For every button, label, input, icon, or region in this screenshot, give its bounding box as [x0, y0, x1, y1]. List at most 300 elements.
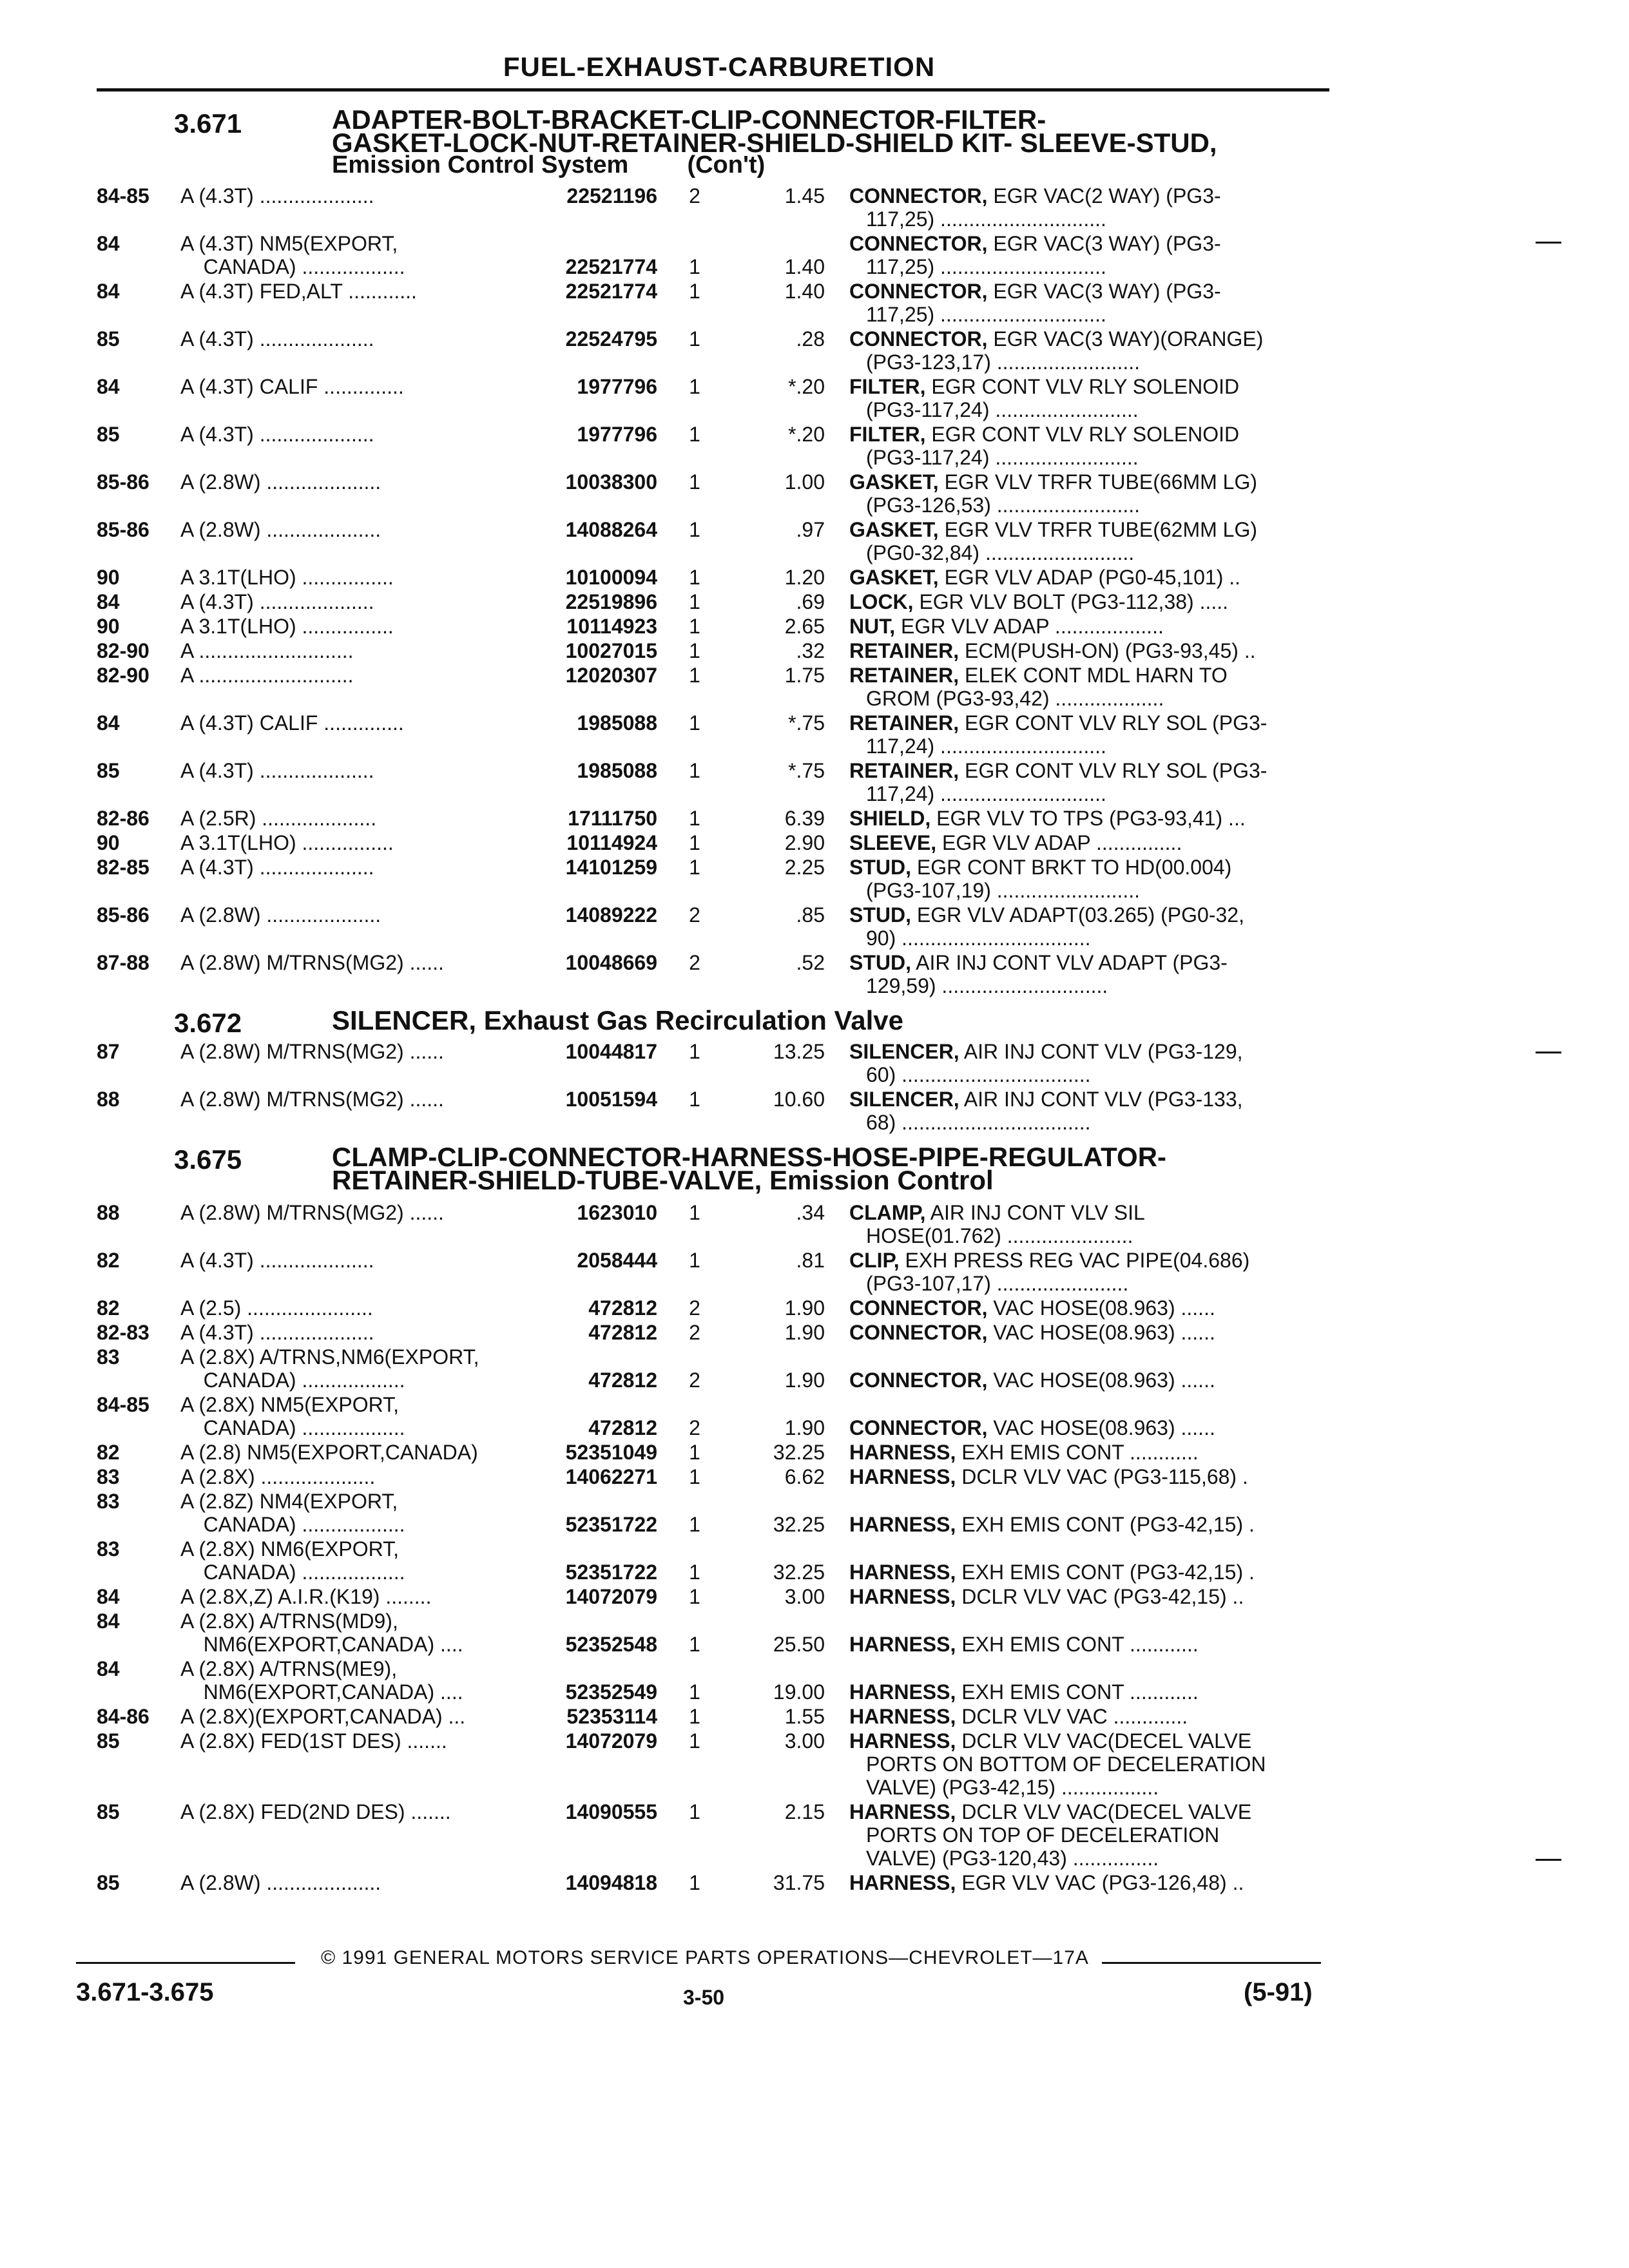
- application-desc-line: A (2.8W) ....................: [180, 1871, 381, 1894]
- part-name: RETAINER,: [849, 664, 959, 687]
- price: 32.25: [773, 1441, 825, 1464]
- part-detail-line: EGR VLV BOLT (PG3-112,38) .....: [919, 590, 1229, 613]
- part-detail-line: EGR VLV TO TPS (PG3-93,41) ...: [936, 807, 1246, 830]
- part-detail-line: 117,24) .............................: [866, 735, 1106, 758]
- quantity: 1: [689, 1585, 700, 1608]
- application-desc: [180, 518, 381, 541]
- part-number: 22521774: [565, 255, 657, 278]
- price: 31.75: [773, 1871, 825, 1894]
- part-description: [849, 1321, 1215, 1344]
- part-description: [849, 615, 1164, 638]
- part-description: [849, 856, 1231, 902]
- footer-page-number: 3-50: [683, 1986, 725, 2009]
- model-years: 83: [97, 1345, 120, 1369]
- part-description: [849, 1705, 1188, 1728]
- application-desc-line: A (2.8X) A/TRNS(MD9),: [180, 1610, 398, 1633]
- part-number: 1977796: [577, 423, 657, 446]
- part-name: GASKET,: [849, 518, 939, 541]
- quantity: 1: [689, 1705, 700, 1728]
- price: .28: [796, 327, 825, 351]
- part-number: 10027015: [565, 639, 657, 662]
- part-description: [849, 831, 1182, 854]
- part-name: HARNESS,: [849, 1465, 956, 1488]
- application-desc: [180, 1705, 465, 1728]
- application-desc: [180, 807, 376, 830]
- part-detail-line: 117,25) .............................: [866, 303, 1106, 326]
- part-detail-line: ELEK CONT MDL HARN TO: [964, 664, 1228, 687]
- part-detail-line: EGR VLV ADAPT(03.265) (PG0-32,: [916, 903, 1244, 927]
- price: 1.40: [784, 280, 825, 303]
- quantity: 1: [689, 1871, 700, 1894]
- application-desc-line: A (2.8X) FED(2ND DES) .......: [180, 1800, 451, 1823]
- quantity: 2: [689, 1416, 700, 1439]
- quantity: 1: [689, 1201, 700, 1224]
- quantity: 2: [689, 951, 700, 974]
- margin-mark: [1536, 1052, 1561, 1053]
- footer-revision: (5-91): [1244, 1978, 1313, 2006]
- part-name: CONNECTOR,: [849, 280, 988, 303]
- part-description: [849, 590, 1228, 613]
- quantity: 2: [689, 1369, 700, 1392]
- part-description: [849, 423, 1239, 469]
- part-name: RETAINER,: [849, 711, 959, 735]
- part-name: RETAINER,: [849, 639, 959, 662]
- quantity: 1: [689, 1513, 700, 1536]
- price: .97: [796, 518, 825, 541]
- part-description: [849, 1465, 1248, 1488]
- part-detail-line: AIR INJ CONT VLV ADAPT (PG3-: [916, 951, 1228, 974]
- application-desc-line: A (4.3T) CALIF ..............: [180, 711, 404, 735]
- part-number: 10051594: [565, 1088, 657, 1111]
- price: 1.75: [784, 664, 825, 687]
- part-name: CONNECTOR,: [849, 1296, 988, 1320]
- part-number: 14088264: [565, 518, 657, 541]
- application-desc-line: A (2.8Z) NM4(EXPORT,: [180, 1490, 398, 1513]
- part-description: [849, 566, 1240, 589]
- part-number: 52351722: [565, 1561, 657, 1584]
- quantity: 1: [689, 327, 700, 351]
- quantity: 1: [689, 1800, 700, 1823]
- part-name: HARNESS,: [849, 1561, 956, 1584]
- application-desc: [180, 590, 374, 613]
- part-name: HARNESS,: [849, 1441, 956, 1464]
- quantity: 2: [689, 184, 700, 207]
- part-description: [849, 1441, 1199, 1464]
- model-years: 82-85: [97, 856, 149, 879]
- quantity: 1: [689, 280, 700, 303]
- model-years: 84: [97, 280, 120, 303]
- part-description: [849, 1729, 1266, 1799]
- part-detail-line: EGR VAC(3 WAY) (PG3-: [993, 232, 1221, 255]
- quantity: 1: [689, 1729, 700, 1753]
- application-desc: [180, 759, 374, 782]
- application-desc-line: NM6(EXPORT,CANADA) ....: [180, 1680, 463, 1704]
- price: 1.55: [784, 1705, 825, 1728]
- application-desc-line: A (2.8W) M/TRNS(MG2) ......: [180, 951, 444, 974]
- part-name: CONNECTOR,: [849, 232, 988, 255]
- part-detail-line: DCLR VLV VAC (PG3-115,68) .: [961, 1465, 1248, 1488]
- part-detail-line: EGR CONT VLV RLY SOLENOID: [931, 423, 1240, 446]
- part-detail-line: VAC HOSE(08.963) ......: [993, 1296, 1215, 1320]
- price: .52: [796, 951, 825, 974]
- application-desc-line: A (2.8X)(EXPORT,CANADA) ...: [180, 1705, 466, 1728]
- part-description: [849, 711, 1267, 758]
- application-desc: [180, 375, 404, 398]
- price: .32: [796, 639, 825, 662]
- model-years: 85: [97, 423, 120, 446]
- part-detail-line: EGR VLV ADAP ...............: [942, 831, 1182, 854]
- application-desc-line: A (4.3T) ....................: [180, 423, 374, 446]
- part-description: [849, 518, 1257, 564]
- model-years: 85: [97, 1729, 120, 1753]
- model-years: 82-86: [97, 807, 149, 830]
- price: *.75: [788, 711, 825, 735]
- part-detail-line: VAC HOSE(08.963) ......: [993, 1416, 1215, 1439]
- quantity: 1: [689, 590, 700, 613]
- part-name: CONNECTOR,: [849, 1321, 988, 1344]
- part-number: 52352548: [565, 1633, 657, 1656]
- quantity: 2: [689, 903, 700, 927]
- application-desc: [180, 1490, 405, 1536]
- application-desc-line: A (4.3T) ....................: [180, 759, 374, 782]
- model-years: 82: [97, 1296, 120, 1320]
- model-years: 88: [97, 1088, 120, 1111]
- model-years: 87: [97, 1040, 120, 1063]
- price: .69: [796, 590, 825, 613]
- part-name: HARNESS,: [849, 1871, 956, 1894]
- part-name: SILENCER,: [849, 1040, 959, 1063]
- application-desc-line: A (2.8W) M/TRNS(MG2) ......: [180, 1040, 444, 1063]
- part-name: HARNESS,: [849, 1680, 956, 1704]
- application-desc: [180, 1321, 374, 1344]
- application-desc: [180, 1537, 405, 1584]
- part-number: 52353114: [566, 1705, 657, 1728]
- part-detail-line: EGR VLV ADAP (PG0-45,101) ..: [944, 566, 1241, 589]
- model-years: 82-83: [97, 1321, 149, 1344]
- application-desc-line: A 3.1T(LHO) ................: [180, 615, 394, 638]
- quantity: 1: [689, 255, 700, 278]
- footer-rule: [76, 1962, 295, 1964]
- part-name: RETAINER,: [849, 759, 959, 782]
- quantity: 1: [689, 423, 700, 446]
- part-description: [849, 1513, 1255, 1536]
- section-title-line: GASKET-LOCK-NUT-RETAINER-SHIELD-SHIELD KIT- SLEEVE-STUD,: [332, 128, 1217, 158]
- footer-copyright: © 1991 GENERAL MOTORS SERVICE PARTS OPERATIONS—CHEVROLET—17A: [321, 1947, 1089, 1968]
- application-desc: [180, 1800, 451, 1823]
- application-desc: [180, 1465, 375, 1488]
- part-description: [849, 759, 1267, 805]
- application-desc: [180, 1088, 444, 1111]
- price: 13.25: [773, 1040, 825, 1063]
- part-description: [849, 184, 1221, 231]
- quantity: 1: [689, 470, 700, 494]
- model-years: 84-86: [97, 1705, 149, 1728]
- part-description: [849, 232, 1221, 278]
- price: *.20: [788, 423, 825, 446]
- part-detail-line: EGR VLV TRFR TUBE(66MM LG): [944, 470, 1257, 494]
- model-years: 88: [97, 1201, 120, 1224]
- part-number: 1985088: [577, 711, 657, 735]
- application-desc-line: A (4.3T) CALIF ..............: [180, 375, 404, 398]
- section-title-line: ADAPTER-BOLT-BRACKET-CLIP-CONNECTOR-FILTER-: [332, 104, 1046, 135]
- application-desc-line: A (2.8W) ....................: [180, 470, 381, 494]
- part-name: SILENCER,: [849, 1088, 959, 1111]
- price: .85: [796, 903, 825, 927]
- application-desc-line: A (2.8X) ....................: [180, 1465, 376, 1488]
- part-detail-line: DCLR VLV VAC (PG3-42,15) ..: [961, 1585, 1244, 1608]
- part-detail-line: EXH EMIS CONT ............: [961, 1441, 1199, 1464]
- part-detail-line: EGR VAC(2 WAY) (PG3-: [993, 184, 1221, 207]
- part-detail-line: EXH EMIS CONT ............: [961, 1680, 1199, 1704]
- part-number: 52351049: [565, 1441, 657, 1464]
- part-number: 14072079: [565, 1585, 657, 1608]
- application-desc: [180, 1871, 381, 1894]
- part-name: FILTER,: [849, 375, 926, 398]
- application-desc-line: A (2.5R) ....................: [180, 807, 377, 830]
- part-name: STUD,: [849, 903, 911, 927]
- quantity: 2: [689, 1296, 700, 1320]
- part-description: [849, 327, 1263, 374]
- footer-section-range: 3.671-3.675: [76, 1978, 214, 2006]
- part-detail-line: AIR INJ CONT VLV SIL: [930, 1201, 1145, 1224]
- model-years: 84: [97, 1610, 120, 1633]
- price: 1.00: [784, 470, 825, 494]
- price: 2.90: [784, 831, 825, 854]
- application-desc-line: A 3.1T(LHO) ................: [180, 566, 394, 589]
- price: 6.39: [784, 807, 825, 830]
- part-number: 22521774: [565, 280, 657, 303]
- application-desc-line: NM6(EXPORT,CANADA) ....: [180, 1633, 463, 1656]
- section-subtitle-suffix: (Con't): [687, 151, 766, 178]
- application-desc-line: A (4.3T) ....................: [180, 327, 374, 351]
- part-detail-line: EGR VAC(3 WAY)(ORANGE): [993, 327, 1264, 351]
- part-name: LOCK,: [849, 590, 914, 613]
- application-desc-line: A (2.8X) FED(1ST DES) .......: [180, 1729, 447, 1753]
- part-number: 14089222: [565, 903, 657, 927]
- quantity: 1: [689, 566, 700, 589]
- part-number: 52352549: [565, 1680, 657, 1704]
- application-desc-line: A (2.8X,Z) A.I.R.(K19) ........: [180, 1585, 432, 1608]
- application-desc: [180, 1441, 478, 1464]
- part-number: 1977796: [577, 375, 657, 398]
- part-detail-line: (PG0-32,84) ..........................: [866, 541, 1135, 564]
- margin-mark: [1536, 242, 1561, 244]
- part-detail-line: 129,59) .............................: [866, 974, 1108, 997]
- part-name: GASKET,: [849, 470, 939, 494]
- model-years: 83: [97, 1537, 120, 1561]
- part-detail-line: EGR VLV VAC (PG3-126,48) ..: [961, 1871, 1244, 1894]
- part-detail-line: (PG3-107,17) .......................: [866, 1272, 1129, 1295]
- application-desc: [180, 232, 405, 278]
- application-desc: [180, 1729, 447, 1753]
- application-desc-line: A (4.3T) ....................: [180, 590, 374, 613]
- part-number: 472812: [588, 1321, 657, 1344]
- part-description: [849, 1800, 1251, 1870]
- part-detail-line: 117,25) .............................: [866, 255, 1106, 278]
- part-description: [849, 951, 1228, 997]
- part-detail-line: EGR VLV TRFR TUBE(62MM LG): [944, 518, 1257, 541]
- application-desc-line: CANADA) ..................: [180, 1416, 405, 1439]
- quantity: 1: [689, 831, 700, 854]
- part-description: [849, 1040, 1243, 1086]
- model-years: 85: [97, 1871, 120, 1894]
- price: *.20: [788, 375, 825, 398]
- application-desc: [180, 903, 381, 927]
- part-description: [849, 664, 1228, 710]
- application-desc-line: A (4.3T) NM5(EXPORT,: [180, 232, 398, 255]
- application-desc: [180, 1585, 431, 1608]
- application-desc-line: A (4.3T) FED,ALT ............: [180, 280, 417, 303]
- part-description: [849, 1561, 1255, 1584]
- application-desc-line: A (2.8) NM5(EXPORT,CANADA): [180, 1441, 478, 1464]
- application-desc-line: CANADA) ..................: [180, 1369, 405, 1392]
- part-detail-line: PORTS ON TOP OF DECELERATION: [866, 1823, 1220, 1847]
- quantity: 1: [689, 375, 700, 398]
- model-years: 84-85: [97, 1393, 149, 1416]
- application-desc-line: A 3.1T(LHO) ................: [180, 831, 394, 854]
- part-number: 10100094: [565, 566, 657, 589]
- price: 1.90: [784, 1321, 825, 1344]
- price: .34: [796, 1201, 825, 1224]
- part-detail-line: 60) .................................: [866, 1063, 1091, 1086]
- part-number: 12020307: [565, 664, 657, 687]
- model-years: 83: [97, 1465, 120, 1488]
- application-desc: [180, 327, 374, 351]
- application-desc: [180, 1393, 405, 1439]
- section-number: 3.671: [174, 108, 242, 139]
- price: 32.25: [773, 1561, 825, 1584]
- model-years: 83: [97, 1490, 120, 1513]
- part-name: CLAMP,: [849, 1201, 926, 1224]
- application-desc-line: CANADA) ..................: [180, 255, 405, 278]
- part-name: CONNECTOR,: [849, 184, 988, 207]
- application-desc: [180, 664, 354, 687]
- margin-mark: [1536, 1859, 1561, 1861]
- part-name: CONNECTOR,: [849, 327, 988, 351]
- model-years: 90: [97, 615, 120, 638]
- quantity: 2: [689, 1321, 700, 1344]
- application-desc: [180, 1610, 463, 1656]
- quantity: 1: [689, 1040, 700, 1063]
- application-desc: [180, 423, 374, 446]
- price: 1.90: [784, 1369, 825, 1392]
- part-description: [849, 1201, 1145, 1247]
- application-desc-line: A (2.8W) M/TRNS(MG2) ......: [180, 1088, 444, 1111]
- section-title-line: RETAINER-SHIELD-TUBE-VALVE, Emission Control: [332, 1165, 994, 1195]
- quantity: 1: [689, 1561, 700, 1584]
- part-number: 14094818: [565, 1871, 657, 1894]
- model-years: 84-85: [97, 184, 149, 207]
- part-detail-line: VAC HOSE(08.963) ......: [993, 1321, 1215, 1344]
- quantity: 1: [689, 639, 700, 662]
- application-desc: [180, 951, 444, 974]
- quantity: 1: [689, 518, 700, 541]
- part-detail-line: VAC HOSE(08.963) ......: [993, 1369, 1215, 1392]
- application-desc-line: A ...........................: [180, 639, 354, 662]
- part-description: [849, 807, 1246, 830]
- part-detail-line: (PG3-117,24) .........................: [866, 446, 1139, 469]
- application-desc: [180, 280, 417, 303]
- model-years: 85: [97, 1800, 120, 1823]
- part-detail-line: AIR INJ CONT VLV (PG3-129,: [963, 1040, 1243, 1063]
- part-number: 10114923: [566, 615, 657, 638]
- part-detail-line: (PG3-123,17) .........................: [866, 351, 1141, 374]
- part-number: 10038300: [565, 470, 657, 494]
- part-name: SHIELD,: [849, 807, 931, 830]
- model-years: 85: [97, 327, 120, 351]
- part-name: CONNECTOR,: [849, 1416, 988, 1439]
- header-rule: [97, 88, 1329, 91]
- part-name: HARNESS,: [849, 1800, 956, 1823]
- quantity: 1: [689, 711, 700, 735]
- application-desc: [180, 1249, 374, 1272]
- part-name: STUD,: [849, 856, 911, 879]
- part-description: [849, 639, 1256, 662]
- part-detail-line: EGR VAC(3 WAY) (PG3-: [993, 280, 1221, 303]
- quantity: 1: [689, 1088, 700, 1111]
- part-name: SLEEVE,: [849, 831, 937, 854]
- quantity: 1: [689, 1633, 700, 1656]
- section-number: 3.675: [174, 1144, 242, 1175]
- part-description: [849, 470, 1257, 517]
- price: 25.50: [773, 1633, 825, 1656]
- model-years: 90: [97, 566, 120, 589]
- part-number: 22521196: [566, 184, 657, 207]
- part-name: FILTER,: [849, 423, 926, 446]
- part-name: GASKET,: [849, 566, 939, 589]
- model-years: 84: [97, 590, 120, 613]
- model-years: 84: [97, 232, 120, 255]
- application-desc-line: A (2.8W) ....................: [180, 903, 381, 927]
- part-number: 472812: [588, 1416, 657, 1439]
- part-detail-line: (PG3-126,53) .........................: [866, 494, 1141, 517]
- price: 1.90: [784, 1416, 825, 1439]
- price: 1.40: [784, 255, 825, 278]
- part-detail-line: 117,24) .............................: [866, 782, 1106, 805]
- price: 1.90: [784, 1296, 825, 1320]
- section-title-line: SILENCER, Exhaust Gas Recirculation Valve: [332, 1005, 903, 1035]
- part-name: HARNESS,: [849, 1585, 956, 1608]
- part-number: 10044817: [565, 1040, 657, 1063]
- part-number: 14090555: [565, 1800, 657, 1823]
- price: 1.20: [784, 566, 825, 589]
- application-desc-line: A (4.3T) ....................: [180, 856, 374, 879]
- price: 32.25: [773, 1513, 825, 1536]
- footer-rule: [1102, 1962, 1321, 1964]
- part-description: [849, 1680, 1199, 1704]
- application-desc-line: A (4.3T) ....................: [180, 184, 374, 207]
- price: 2.65: [784, 615, 825, 638]
- price: 19.00: [773, 1680, 825, 1704]
- model-years: 85-86: [97, 470, 149, 494]
- application-desc-line: A ...........................: [180, 664, 354, 687]
- section-title: [332, 1005, 1337, 1035]
- part-number: 14101259: [565, 856, 657, 879]
- application-desc: [180, 184, 374, 207]
- quantity: 1: [689, 759, 700, 782]
- part-detail-line: 117,25) .............................: [866, 207, 1106, 231]
- quantity: 1: [689, 1680, 700, 1704]
- quantity: 1: [689, 1441, 700, 1464]
- part-number: 52351722: [565, 1513, 657, 1536]
- part-name: STUD,: [849, 951, 911, 974]
- model-years: 84: [97, 375, 120, 398]
- part-detail-line: HOSE(01.762) ......................: [866, 1224, 1133, 1247]
- part-name: HARNESS,: [849, 1513, 956, 1536]
- part-description: [849, 1633, 1199, 1656]
- application-desc-line: A (2.8X) NM6(EXPORT,: [180, 1537, 400, 1561]
- part-number: 472812: [588, 1296, 657, 1320]
